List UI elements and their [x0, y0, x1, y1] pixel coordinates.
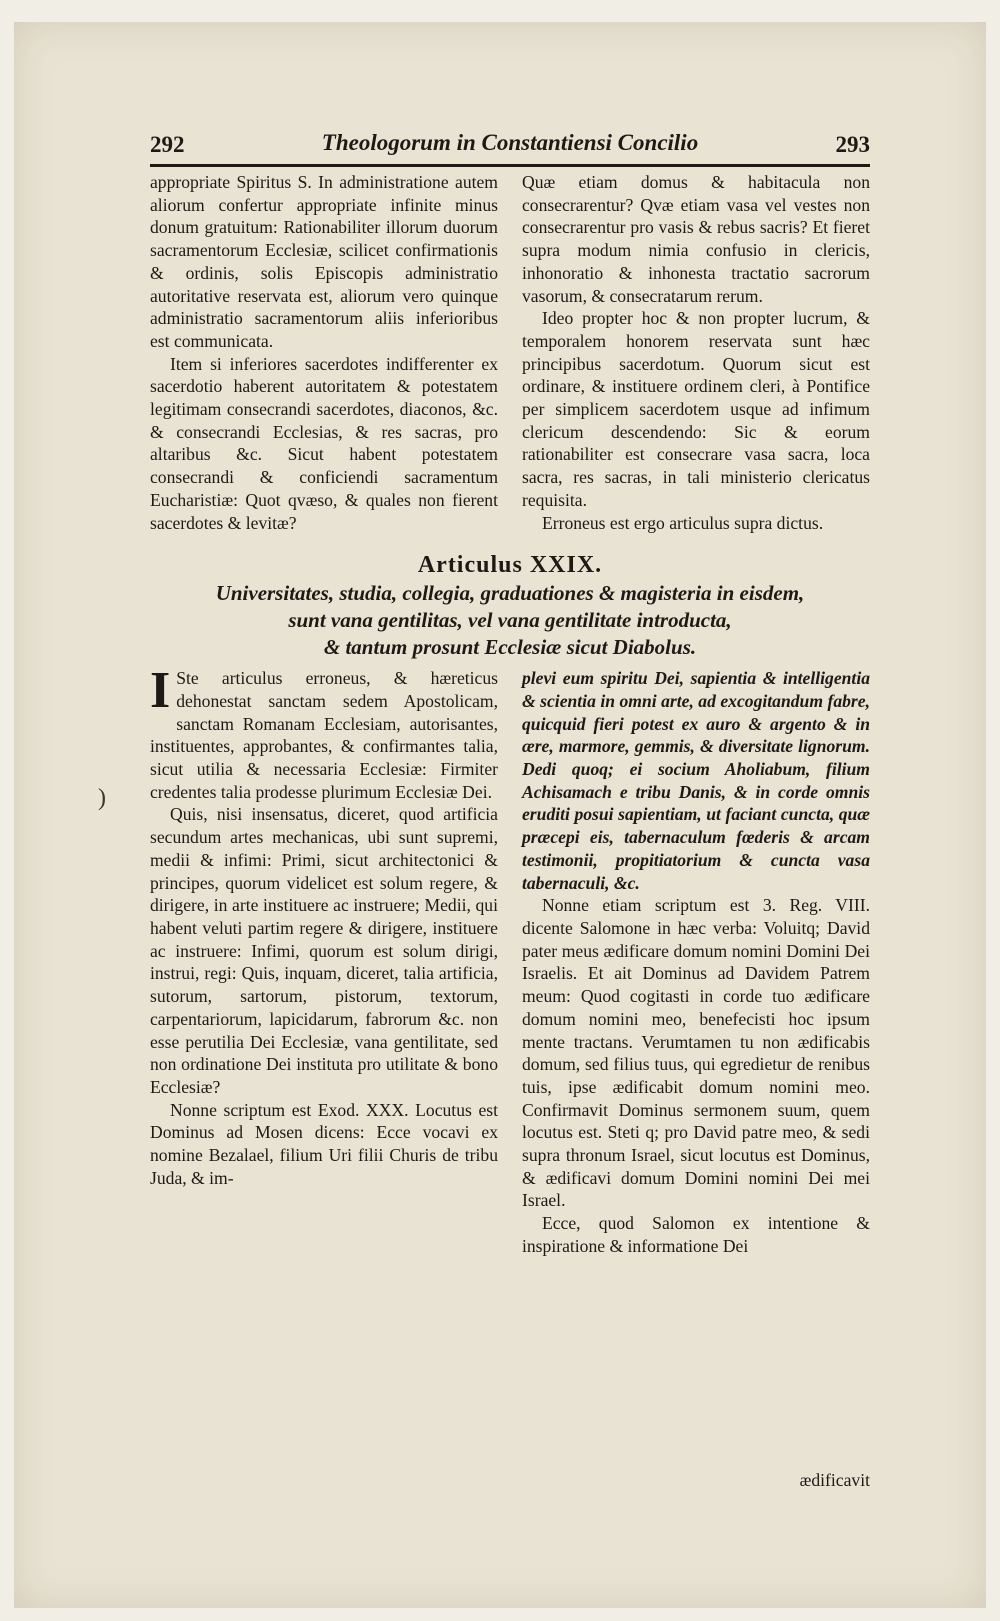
article-summary-line: sunt vana gentilitas, vel vana gentilitate introducta, [288, 608, 732, 633]
paragraph: Ecce, quod Salomon ex intentione & inspiratione & informatione Dei [522, 1213, 870, 1256]
article-block [150, 550, 870, 1257]
article-summary-line: & tantum prosunt Ecclesiæ sicut Diabolus. [323, 635, 697, 660]
catchword: ædificavit [799, 1470, 870, 1490]
article-right-column [522, 667, 870, 1257]
article-heading: Articulus XXIX. [417, 552, 603, 579]
paragraph: Item si inferiores sacerdotes indifferenter ex sacerdotio haberent autoritatem & potestatem legitimam consecrandi sacerdotes, diaconos, &c. & consecrandi Ecclesias, & res sacras, pro altaribus &c. Sicut habent potestatem consecrandi & conficiendi sacramentum Eucharistiæ: Quot qvæso, & quales non fierent sacerdotes & levitæ? [150, 353, 498, 533]
paragraph [150, 662, 498, 803]
paragraph-text: Ste articulus erroneus, & hæreticus dehonestat sanctam sedem Apostolicam, sanctam Romanam Ecclesiam, autorisantes, instituentes, approbantes, & confirmantes talia, sicut utilia & necessaria Ecclesiæ: Firmiter credentes talia prodesse plurimum Ecclesiæ Dei. [150, 668, 498, 802]
paragraph: appropriate Spiritus S. In administratione autem aliorum confertur appropriate infinite minus donum gratuitum: Rationabiliter illorum duorum sacramentorum Ecclesiæ, scilicet confirmationis & ordinis, solis Episcopis administratio autoritative reservata est, aliorum vero quinque administratio sacramentorum aliis inferioribus est communicata. [150, 172, 498, 351]
paragraph: Ideo propter hoc & non propter lucrum, & temporalem honorem reservata sunt hæc principibus sacerdotum. Quorum sicut est ordinare, & instituere ordinem cleri, à Pontifice per simplicem sacerdotem usque ad infimum clericum descendendo: Sic & eorum rationabiliter est consecrare vasa sacra, loca sacra, res sacras, in tali ministerio clericatus requisita. [522, 308, 870, 510]
paragraph: Quis, nisi insensatus, diceret, quod artificia secundum artes mechanicas, ubi sunt supremi, medii & infimi: Primi, sicut architectonici & principes, quorum videlicet est solum regere, & dirigere, in arte instituere ac instruere; Medii, qui habent veluti partim regere & dirigere, instituere ac instruere: Infimi, quorum est solum dirigi, instrui, regi: Quis, inquam, diceret, talia artificia, sutorum, sartorum, pistorum, textorum, carpentariorum, lapicidarum, fabrorum &c. non esse perutilia Dei Ecclesiæ, vana gentilitate, sed non ordinatione Dei instituta pro utilitate & bono Ecclesiæ? [150, 804, 498, 1097]
header-rule [150, 164, 870, 167]
article-columns [150, 662, 870, 1257]
margin-mark: ) [98, 785, 106, 811]
paragraph: plevi eum spiritu Dei, sapientia & intelligentia & scientia in omni arte, ad excogitandum fabre, quicquid fieri potest ex auro & argento & in ære, marmore, gemmis, & diversitate lignorum. Dedi quoq; ei socium Aholiabum, filium Achisamach e tribu Danis, & in corde omnis eruditi posui sapientiam, ut faciant cuncta, quæ præcepi eis, tabernaculum fœderis & arcam testimonii, propitiatorium & cuncta vasa tabernaculi, &c. [522, 668, 870, 893]
paragraph: Nonne etiam scriptum est 3. Reg. VIII. dicente Salomone in hæc verba: Voluitq; David pater meus ædificare domum nomini Domini Dei Israelis. Et ait Dominus ad Davidem Patrem meum: Quod cogitasti in corde tuo ædificare domum nomini meo, benefecisti hoc ipsum mente tractans. Verumtamen tu non ædificabis domum, sed filius tuus, qui egredietur de renibus tuis, ipse ædificabit domum nomini meo. Confirmavit Dominus sermonem suum, quem locutus est. Steti q; pro David patre meo, & sedi supra thronum Israel, sicut locutus est Dominus, & ædificavi domum Domini nomini Dei mei Israel. [522, 895, 870, 1211]
top-right-column [522, 171, 870, 534]
article-left-column [150, 662, 498, 1257]
article-summary-line: Universitates, studia, collegia, graduationes & magisteria in eisdem, [215, 581, 805, 606]
top-columns [150, 171, 870, 534]
running-header [150, 130, 870, 164]
top-left-column [150, 171, 498, 534]
page-content [150, 130, 870, 1258]
paragraph: Erroneus est ergo articulus supra dictus. [542, 512, 824, 533]
page-number-right: 293 [835, 132, 870, 157]
drop-cap: I [150, 662, 171, 720]
paragraph: Nonne scriptum est Exod. XXX. Locutus est Dominus ad Mosen dicens: Ecce vocavi ex nomine Bezalael, filium Uri filii Churis de tribu Juda, & im- [150, 1099, 498, 1188]
page-number-left: 292 [150, 132, 185, 157]
running-title: Theologorum in Constantiensi Concilio [321, 130, 699, 155]
paragraph: Quæ etiam domus & habitacula non consecrarentur? Qvæ etiam vasa vel vestes non consecrarentur pro vasis & rebus sacris? Et fieret supra modum nimia confusio in clericis, inhonoratio & inhonesta tractatio sacrorum vasorum, & consecratarum rerum. [522, 172, 870, 306]
